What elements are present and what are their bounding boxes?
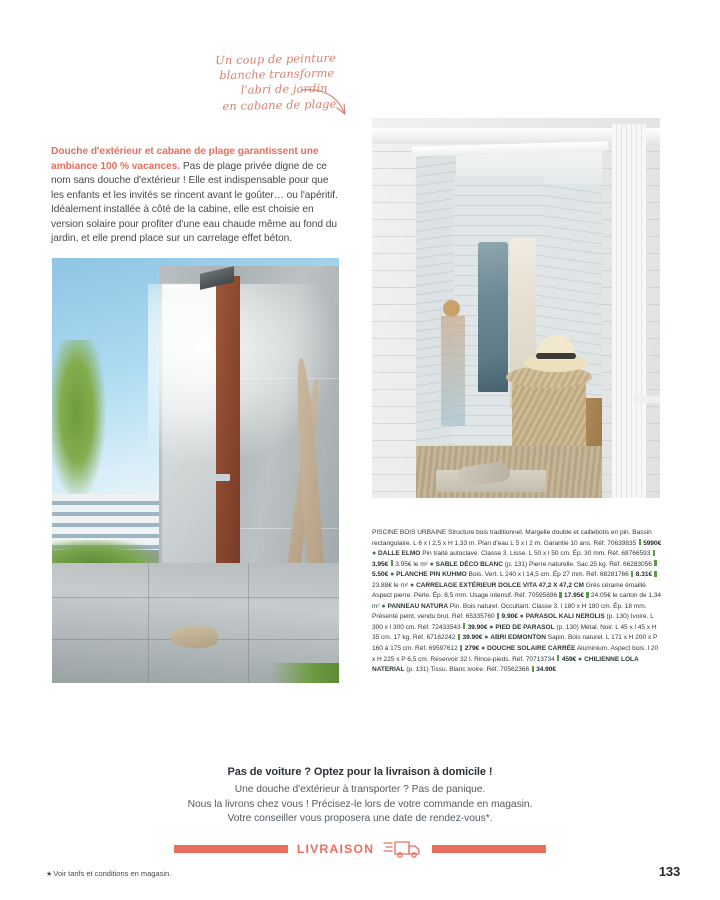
product-price: 5990€ — [643, 539, 662, 547]
product-name: PISCINE BOIS URBAINE — [372, 529, 447, 536]
banner-bar-right — [432, 845, 546, 853]
product-page-ref: (p. 131) — [406, 666, 429, 674]
grass-patch — [269, 663, 339, 683]
banner-bar-left — [174, 845, 288, 853]
product-price: 3.95€ — [372, 560, 389, 568]
star-icon: ★ — [46, 871, 53, 878]
bullet-icon: ● — [409, 581, 415, 589]
product-name: PIED DE PARASOL — [495, 623, 555, 631]
cabin-rail — [634, 396, 660, 403]
cabin-door-post — [612, 124, 646, 498]
delivery-line-1: Une douche d'extérieur à transporter ? Pas de panique. — [234, 784, 486, 795]
product-name: CARRELAGE EXTÉRIEUR DOLCE VITA 47,2 X 47,2 CM — [416, 581, 584, 589]
delivery-title: Pas de voiture ? Optez pour la livraison à domicile ! — [227, 766, 493, 778]
product-extra: 23.88€ le m² — [372, 581, 409, 589]
product-name: PLANCHE PIN KUHMO — [396, 571, 467, 579]
bullet-icon: ● — [484, 634, 489, 642]
delivery-block — [0, 766, 720, 827]
product-page-ref: (p. 130) — [606, 613, 629, 621]
product-desc: Aluminium. Aspect bois. l 20 x H 225 x P 6,5 cm. Réservoir 32 l. Rince-pieds. Réf. 70713734 — [372, 645, 659, 663]
intro-paragraph — [51, 145, 341, 247]
product-desc: Sapin. Bois naturel. L 171 x H 200 x P 160 à 175 cm. Réf. 69597612 — [372, 634, 658, 653]
curved-arrow-icon — [300, 84, 356, 124]
outdoor-shower-photo — [52, 258, 339, 683]
tree-foliage — [52, 340, 106, 500]
footnote — [46, 869, 171, 878]
shower-tap — [212, 474, 230, 481]
product-name: PARASOL KALI NEROLIS — [525, 613, 605, 621]
product-price: 8.31€ — [635, 571, 653, 579]
product-desc: Bois. Vert. L 240 x l 14,5 cm. Ép 27 mm. Réf. 68281766 — [468, 571, 629, 579]
product-page-ref: (p. 130) — [556, 623, 579, 631]
bullet-icon: ● — [429, 560, 434, 568]
delivery-line-2: Nous la livrons chez vous ! Précisez-le lors de votre commande en magasin. — [187, 798, 533, 810]
product-name: CHILIENNE LOLA NATERIAL — [372, 655, 639, 674]
round-wall-hook — [443, 300, 460, 317]
product-desc: Métal. Noir. L 45 x l 45 x H 35 cm. 17 kg. Réf. 67162242 — [372, 623, 657, 642]
product-name: PANNEAU NATURA — [387, 602, 449, 610]
product-extra: 24.05€ le carton de 1,34 m² — [372, 592, 662, 610]
product-desc: Pin traité autoclave. Classe 3. Lisse. L 50 x l 50 cm. Ép. 30 mm. Réf. 68766593 — [422, 550, 651, 558]
cabin-opening — [416, 150, 602, 498]
bullet-icon: ● — [489, 623, 494, 631]
livraison-banner — [0, 838, 720, 860]
product-price: 459€ — [561, 655, 577, 663]
beach-cabin-photo — [372, 118, 660, 498]
annotation-line-1: Un coup de peinture — [215, 50, 337, 68]
annotation-line-2: blanche transforme — [219, 65, 335, 83]
bullet-icon: ● — [390, 571, 395, 579]
product-price: 9.90€ — [501, 613, 518, 621]
product-price: 5.50€ — [372, 571, 389, 579]
product-desc: Pin. Bois naturel. Occultant. Classe 3. l 180 x H 180 cm. Ép. 18 mm. Présenté peint, vendu brut. Réf. 65335760 — [372, 602, 647, 621]
footnote-text: Voir tarifs et conditions en magasin. — [53, 869, 172, 878]
intro-body: Pas de plage privée digne de ce nom sans douche d'extérieur ! Elle est indispensable pour que les enfants et les invités se rincent avant le goûter… ou l'apéritif. Idéalement installée à côté de la cabine, elle est choisie en version solaire pour profiter d'une eau chaude même au fond du jardin, et elle prend place sur un carrelage effet béton. — [51, 160, 338, 244]
livraison-label: LIVRAISON — [296, 842, 375, 856]
annotation-line-4: en cabane de plage — [222, 96, 337, 113]
delivery-truck-icon — [383, 839, 423, 859]
product-name: DOUCHE SOLAIRE CARRÉE — [487, 645, 576, 653]
product-listing — [372, 528, 662, 676]
product-desc: Tissu. Blanc ivoire. Réf. 70562366 — [430, 666, 530, 674]
product-name: SABLE DÉCO BLANC — [435, 560, 503, 568]
straw-hat — [524, 336, 588, 370]
product-price: 279€ — [464, 645, 480, 653]
bullet-icon: ● — [519, 613, 524, 621]
page-number: 133 — [658, 864, 680, 879]
decorative-rock — [170, 626, 218, 648]
annotation-line-3: l'abri de jardin — [240, 81, 328, 98]
bullet-icon: ● — [372, 550, 377, 558]
intro-lead: Douche d'extérieur et cabane de plage garantissent une ambiance 100 % vacances. — [51, 146, 319, 172]
bullet-icon: ● — [578, 655, 583, 663]
product-desc: Pierre naturelle. Sac 25 kg. Réf. 66283056 — [529, 560, 652, 568]
delivery-line-3: Votre conseiller vous proposera une date de rendez-vous*. — [227, 813, 493, 825]
hanging-straps — [441, 316, 465, 426]
blue-towel — [478, 242, 508, 392]
product-name: ABRI EDMONTON — [490, 634, 546, 642]
product-price: 17.95€ — [564, 592, 584, 600]
product-price: 34.90€ — [536, 666, 557, 674]
product-desc: Structure bois traditionnel. Margelle double et caillebotis en pin. Bassin rectangulaire. L 6 x l 2,5 x H 1,33 m. Plan d'eau L 5 x l 2 m. Garantie 10 ans. Réf. 70639835 — [372, 529, 652, 547]
product-desc: Ivoire. L 300 x l 300 cm. Réf. 72433543 — [372, 613, 654, 631]
bullet-icon: ● — [481, 645, 486, 653]
product-desc: Grès cérame émaillé. Aspect pierre. Perle. Ép. 8,5 mm. Usage intensif. Réf. 70595896 — [372, 581, 648, 600]
product-price: 39.90€ — [462, 634, 483, 642]
bullet-icon: ● — [381, 602, 386, 610]
product-page-ref: (p. 131) — [504, 560, 528, 568]
product-name: DALLE ELMO — [378, 550, 421, 558]
product-price: 39.90€ — [467, 623, 488, 631]
product-extra: 3.95€ le m² — [395, 560, 428, 568]
